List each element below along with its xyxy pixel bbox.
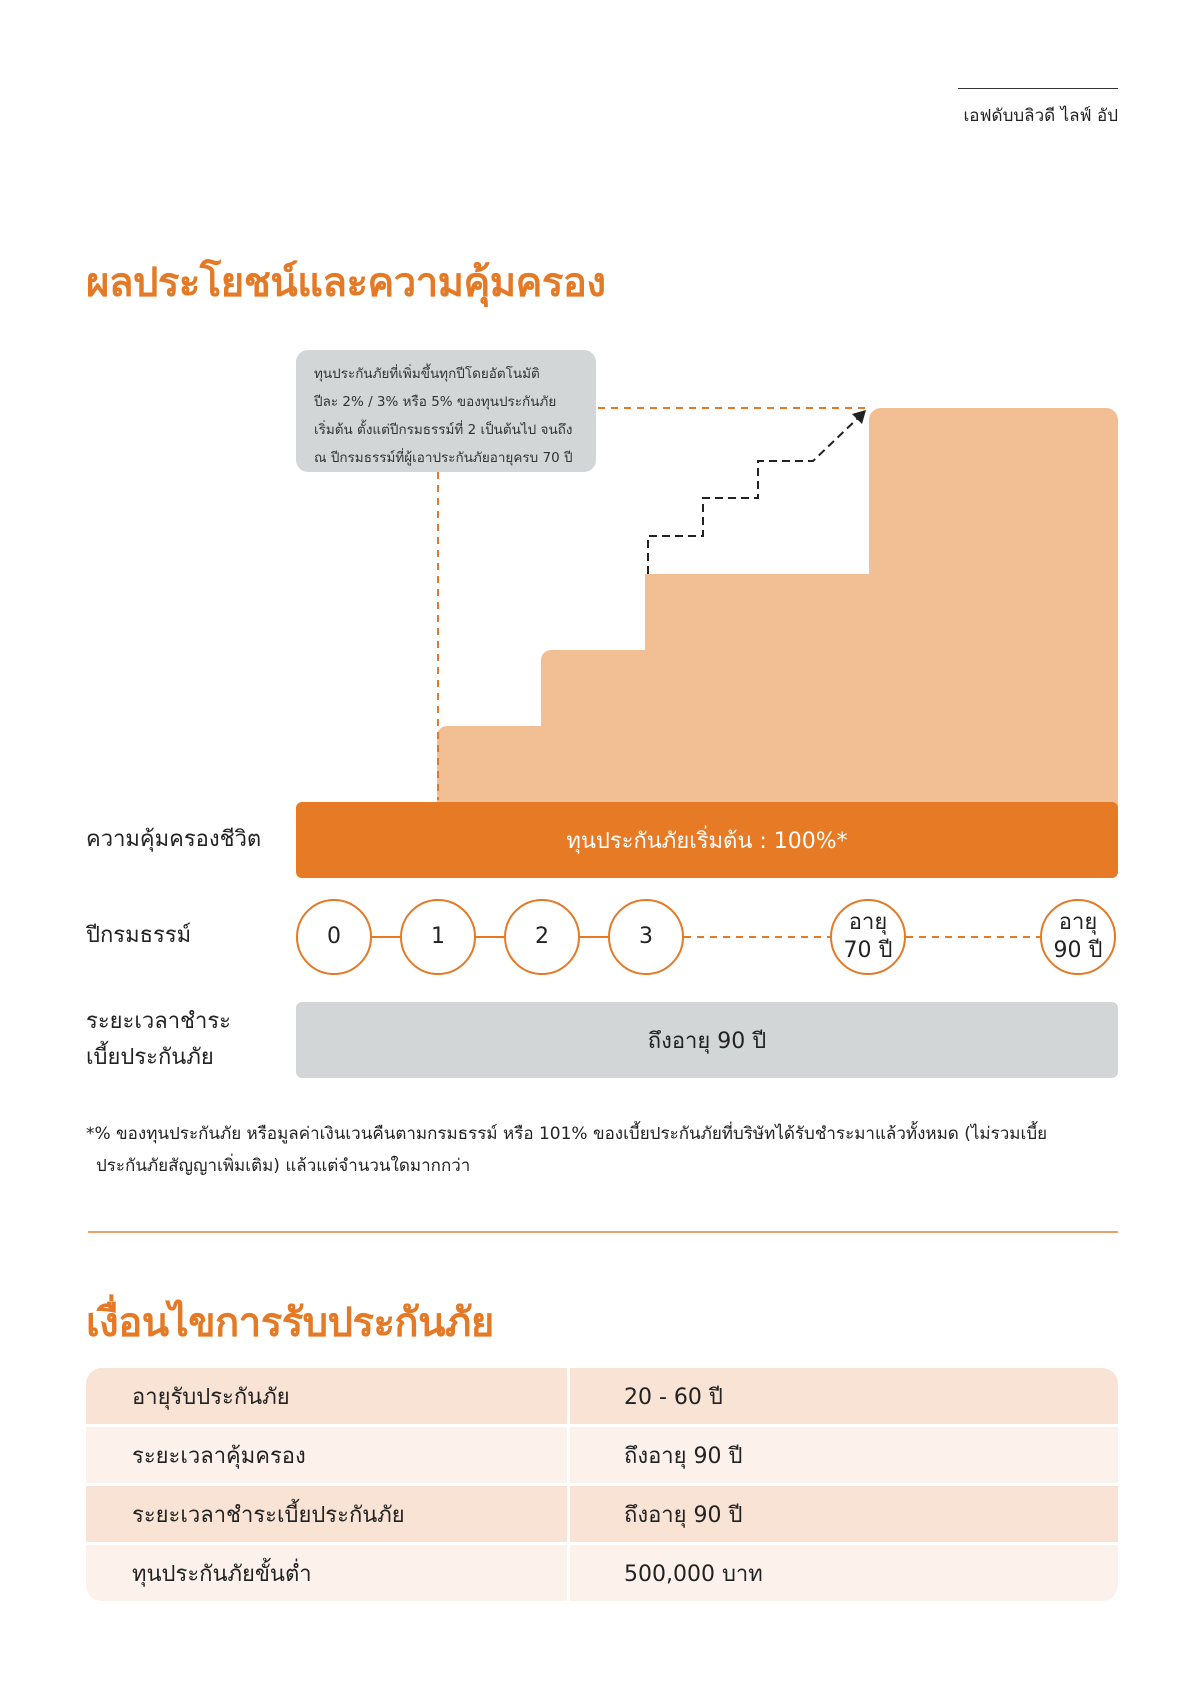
milestone-year-0 — [296, 899, 372, 975]
coverage-label: ความคุ้มครองชีวิต — [86, 827, 262, 852]
benefits-title: ผลประโยชน์และความคุ้มครอง — [86, 260, 606, 306]
milestone-year-1 — [400, 899, 476, 975]
table-row — [86, 1545, 1118, 1601]
table-row — [86, 1486, 1118, 1542]
coverage-bar: ทุนประกันภัยเริ่มต้น : 100%* — [296, 802, 1118, 878]
note-line-4: ณ ปีกรมธรรม์ที่ผู้เอาประกันภัยอายุครบ 70 ปี — [314, 450, 573, 466]
milestone-line1: 0 — [327, 924, 341, 949]
condition-value: 20 - 60 ปี — [570, 1368, 1118, 1424]
condition-value: 500,000 บาท — [570, 1545, 1118, 1601]
milestone-line1: 1 — [431, 924, 445, 949]
footnote — [86, 1118, 1126, 1182]
condition-label: ทุนประกันภัยขั้นต่ำ — [86, 1545, 567, 1601]
growth-arrow — [648, 418, 858, 574]
milestone-age-70 — [830, 899, 906, 975]
note-line-1: ทุนประกันภัยที่เพิ่มขึ้นทุกปีโดยอัตโนมัติ — [314, 366, 540, 382]
milestone-year-2 — [504, 899, 580, 975]
note-line-2: ปีละ 2% / 3% หรือ 5% ของทุนประกันภัย — [314, 394, 557, 410]
condition-label: ระยะเวลาชำระเบี้ยประกันภัย — [86, 1486, 567, 1542]
brand-name: เอฟดับบลิวดี ไลฟ์ อัป — [963, 106, 1118, 126]
condition-label: อายุรับประกันภัย — [86, 1368, 567, 1424]
milestone-line2: 90 ปี — [1053, 938, 1103, 963]
milestone-line1: 2 — [535, 924, 549, 949]
payment-label-line1: ระยะเวลาชำระ — [86, 1009, 231, 1034]
table-row — [86, 1368, 1118, 1424]
note-line-3: เริ่มต้น ตั้งแต่ปีกรมธรรม์ที่ 2 เป็นต้นไป จนถึง — [314, 422, 573, 438]
arrow-head-icon — [852, 410, 866, 424]
condition-value: ถึงอายุ 90 ปี — [570, 1427, 1118, 1483]
footnote-line1: *% ของทุนประกันภัย หรือมูลค่าเงินเวนคืนตามกรมธรรม์ หรือ 101% ของเบี้ยประกันภัยที่บริษัทได้รับชำระมาแล้วทั้งหมด (ไม่รวมเบี้ย — [86, 1124, 1048, 1144]
section-divider — [88, 1231, 1118, 1233]
milestone-age-90 — [1040, 899, 1116, 975]
milestone-line2: 70 ปี — [843, 938, 893, 963]
milestone-line1: 3 — [639, 924, 653, 949]
conditions-table — [86, 1368, 1118, 1601]
footnote-line2: ประกันภัยสัญญาเพิ่มเติม) แล้วแต่จำนวนใดมากกว่า — [96, 1156, 471, 1176]
payment-period-label — [86, 1004, 231, 1076]
payment-period-bar: ถึงอายุ 90 ปี — [296, 1002, 1118, 1078]
condition-label: ระยะเวลาคุ้มครอง — [86, 1427, 567, 1483]
coverage-increase-note — [296, 350, 596, 472]
policy-year-label: ปีกรมธรรม์ — [86, 923, 192, 948]
conditions-title: เงื่อนไขการรับประกันภัย — [86, 1300, 494, 1346]
milestone-line1: อายุ — [1058, 910, 1098, 935]
table-row — [86, 1427, 1118, 1483]
condition-value: ถึงอายุ 90 ปี — [570, 1486, 1118, 1542]
milestone-year-3 — [608, 899, 684, 975]
milestone-line1: อายุ — [848, 910, 888, 935]
payment-label-line2: เบี้ยประกันภัย — [86, 1045, 214, 1070]
